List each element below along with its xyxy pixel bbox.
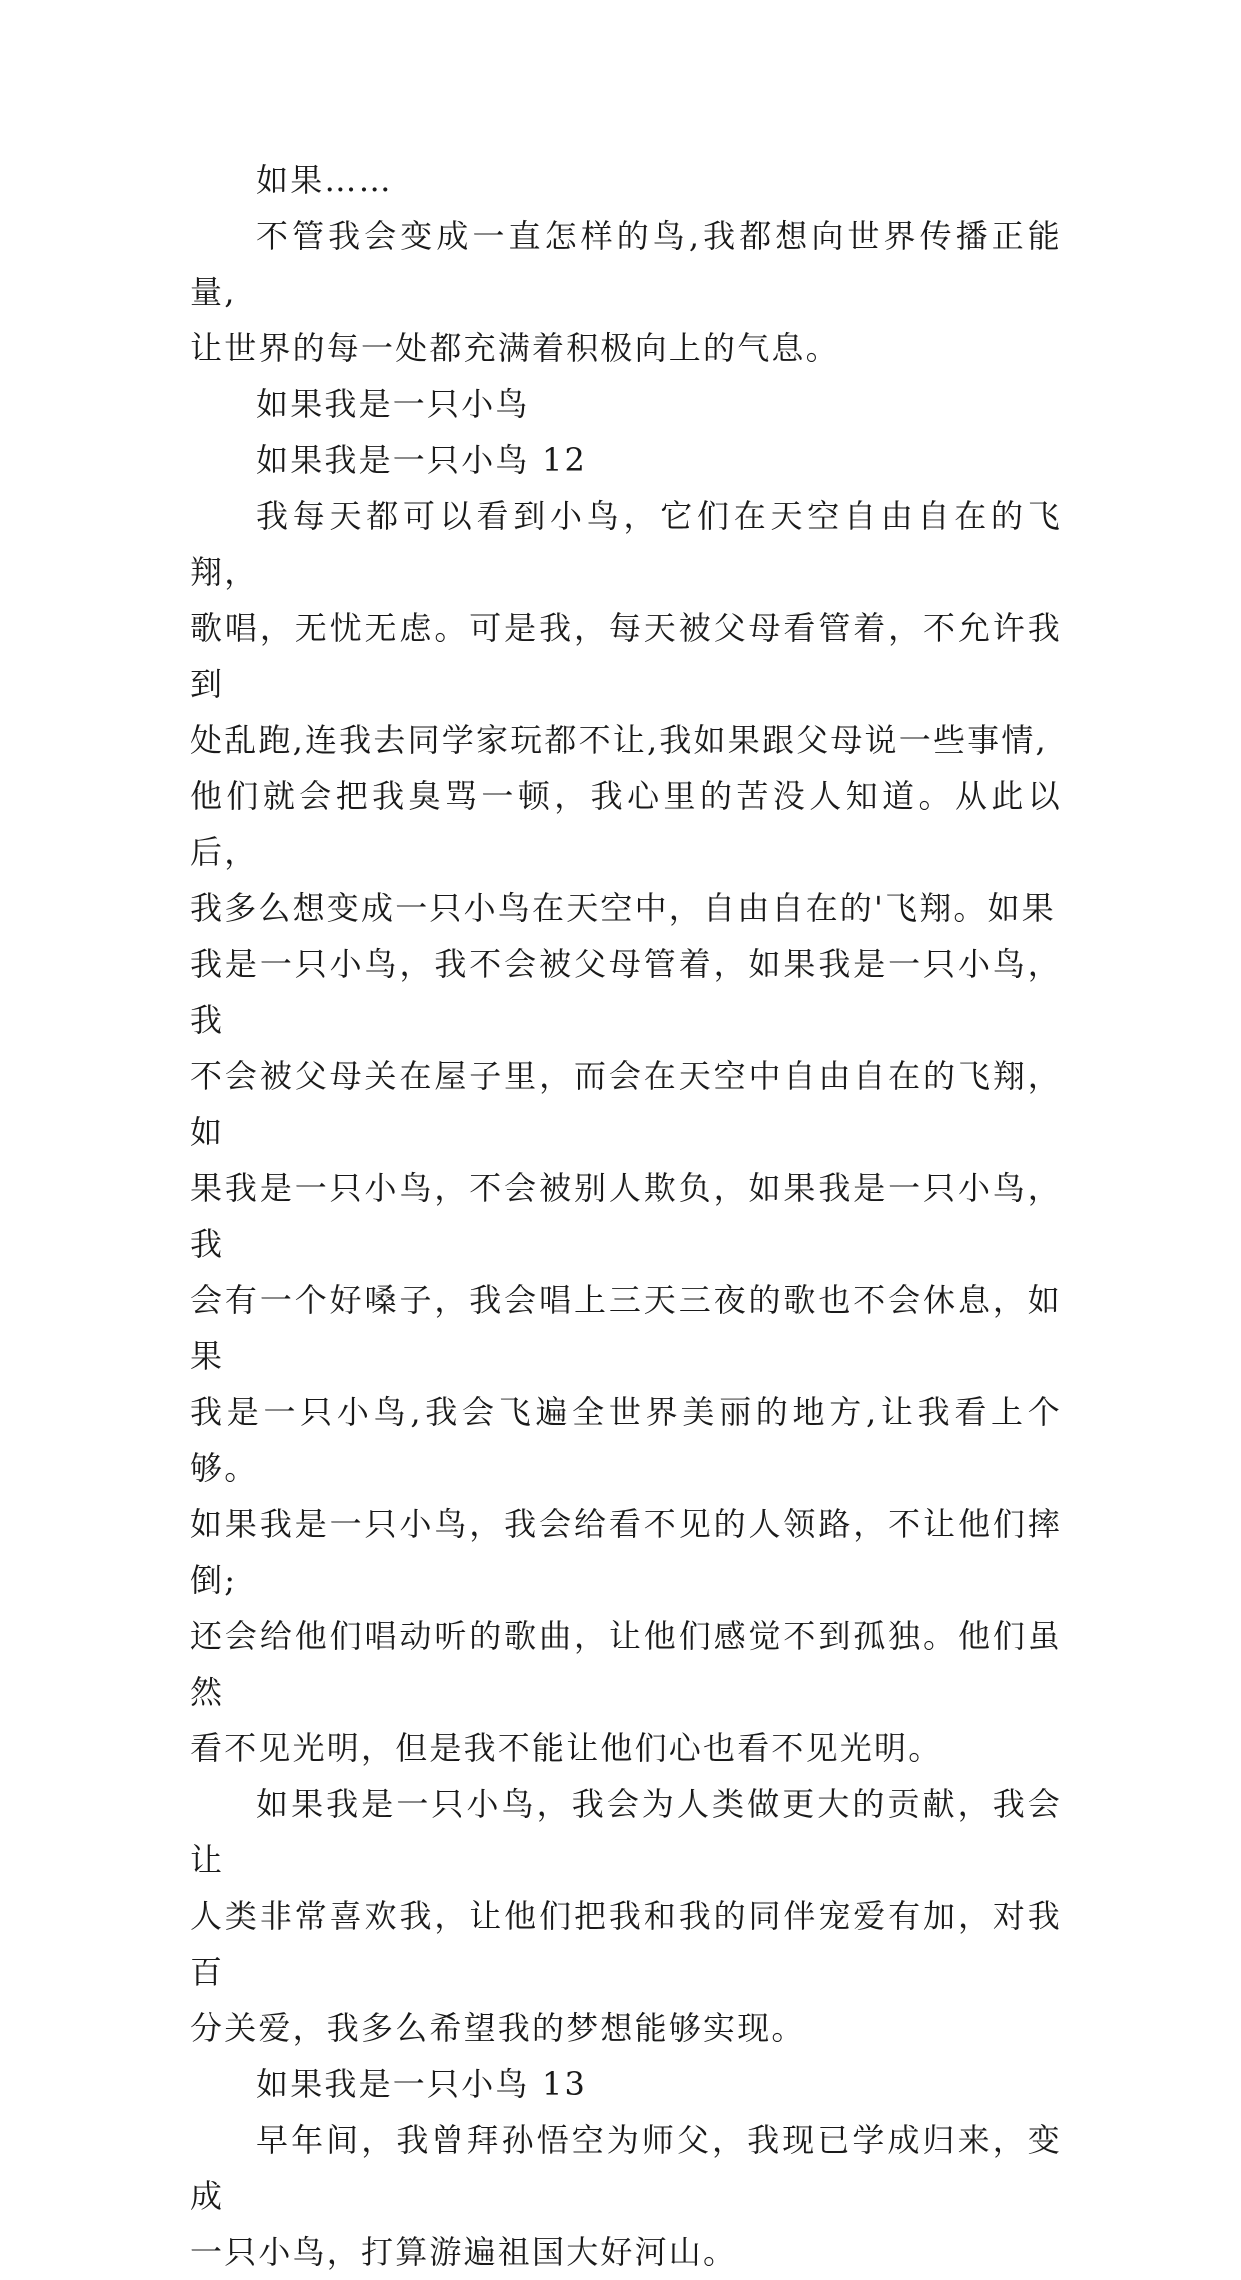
text-line: 我是一只小鸟,我会飞遍全世界美丽的地方,让我看上个够。: [190, 1393, 1062, 1487]
section-title: [190, 2056, 1062, 2112]
text-line: 他们就会把我臭骂一顿，我心里的苦没人知道。从此以后，: [190, 777, 1062, 871]
text-line: 早年间，我曾拜孙悟空为师父，我现已学成归来，变成: [190, 2121, 1062, 2215]
paragraph: [190, 488, 1062, 1776]
text-line: 果我是一只小鸟，不会被别人欺负，如果我是一只小鸟，我: [190, 1169, 1062, 1263]
text-line: 如果……: [256, 161, 393, 199]
paragraph: [190, 2112, 1062, 2280]
text-line: 我多么想变成一只小鸟在天空中，自由自在的'飞翔。如果: [190, 889, 1056, 927]
text-line: 人类非常喜欢我，让他们把我和我的同伴宠爱有加，对我百: [190, 1897, 1062, 1991]
text-line: 如果我是一只小鸟，我会给看不见的人领路，不让他们摔倒;: [190, 1505, 1062, 1599]
text-line: 不管我会变成一直怎样的鸟,我都想向世界传播正能量,: [190, 217, 1062, 311]
text-line: 如果我是一只小鸟 13: [256, 2065, 588, 2103]
paragraph: [190, 152, 1062, 208]
text-line: 我是一只小鸟，我不会被父母管着，如果我是一只小鸟，我: [190, 945, 1062, 1039]
text-line: 会有一个好嗓子，我会唱上三天三夜的歌也不会休息，如果: [190, 1281, 1062, 1375]
text-line: 不会被父母关在屋子里，而会在天空中自由自在的飞翔，如: [190, 1057, 1062, 1151]
paragraph: [190, 208, 1062, 376]
text-line: 看不见光明，但是我不能让他们心也看不见光明。: [190, 1729, 943, 1767]
text-line: 分关爱，我多么希望我的梦想能够实现。: [190, 2009, 806, 2047]
text-line: 如果我是一只小鸟，我会为人类做更大的贡献，我会让: [190, 1785, 1062, 1879]
paragraph: [190, 1776, 1062, 2056]
text-line: 如果我是一只小鸟 12: [256, 441, 588, 479]
text-line: 让世界的每一处都充满着积极向上的气息。: [190, 329, 840, 367]
section-title: [190, 432, 1062, 488]
paragraph-heading: [190, 376, 1062, 432]
text-line: 还会给他们唱动听的歌曲，让他们感觉不到孤独。他们虽然: [190, 1617, 1062, 1711]
text-line: 一只小鸟，打算游遍祖国大好河山。: [190, 2233, 738, 2271]
text-line: 歌唱，无忧无虑。可是我，每天被父母看管着，不允许我到: [190, 609, 1062, 703]
text-line: 我每天都可以看到小鸟，它们在天空自由自在的飞翔，: [190, 497, 1062, 591]
text-line: 处乱跑,连我去同学家玩都不让,我如果跟父母说一些事情,: [190, 721, 1048, 759]
text-line: 如果我是一只小鸟: [256, 385, 530, 423]
document-body: [190, 152, 1062, 2280]
